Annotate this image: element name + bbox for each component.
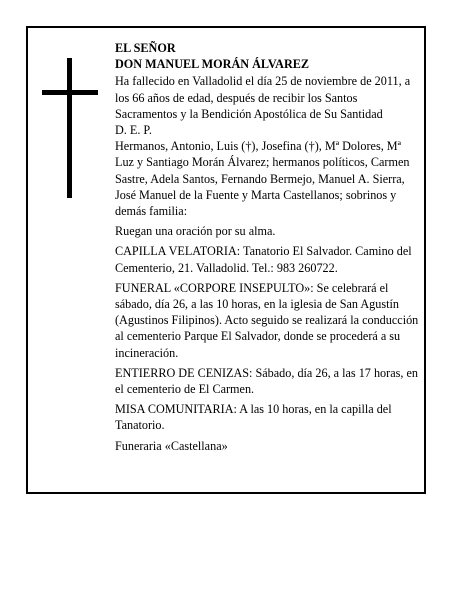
prayer-request: Ruegan una oración por su alma.: [115, 224, 276, 239]
cross-icon: [42, 58, 102, 198]
rip-text: D. E. P.: [115, 123, 152, 138]
notice-body: [115, 40, 421, 454]
title-line-1: EL SEÑOR: [115, 41, 176, 55]
funeral-info: FUNERAL «CORPORE INSEPULTO»: Se celebrará el sábado, día 26, a las 10 horas, en la iglesia de San Agustín (Agustinos Filipinos). Acto seguido se realizará la conducción al cementerio Parque El Salvador, donde se procederá a su incineración.: [115, 280, 419, 360]
community-mass-info: MISA COMUNITARIA: A las 10 horas, en la capilla del Tanatorio.: [115, 402, 392, 433]
death-info: Ha fallecido en Valladolid el día 25 de noviembre de 2011, a los 66 años de edad, después de recibir los Santos Sacramentos y la Bendición Apostólica de Su Santidad: [115, 74, 411, 121]
ashes-burial-info: ENTIERRO DE CENIZAS: Sábado, día 26, a las 17 horas, en el cementerio de El Carmen.: [115, 365, 418, 397]
cross-vertical-bar: [67, 58, 72, 198]
chapel-info: CAPILLA VELATORIA: Tanatorio El Salvador. Camino del Cementerio, 21. Valladolid. Tel.: 983 260722.: [115, 244, 412, 275]
obituary-notice: [26, 26, 426, 494]
cross-horizontal-bar: [42, 90, 98, 95]
deceased-name: DON MANUEL MORÁN ÁLVAREZ: [115, 57, 310, 72]
family-list: Hermanos, Antonio, Luis (†), Josefina (†), Mª Dolores, Mª Luz y Santiago Morán Álvarez; hermanos políticos, Carmen Sastre, Adela Santos, Fernando Bermejo, Manuel A. Sierra, José Manuel de la Fuente y Marta Castellanos; sobrinos y demás familia:: [115, 139, 410, 219]
funeral-home: Funeraria «Castellana»: [115, 438, 228, 453]
